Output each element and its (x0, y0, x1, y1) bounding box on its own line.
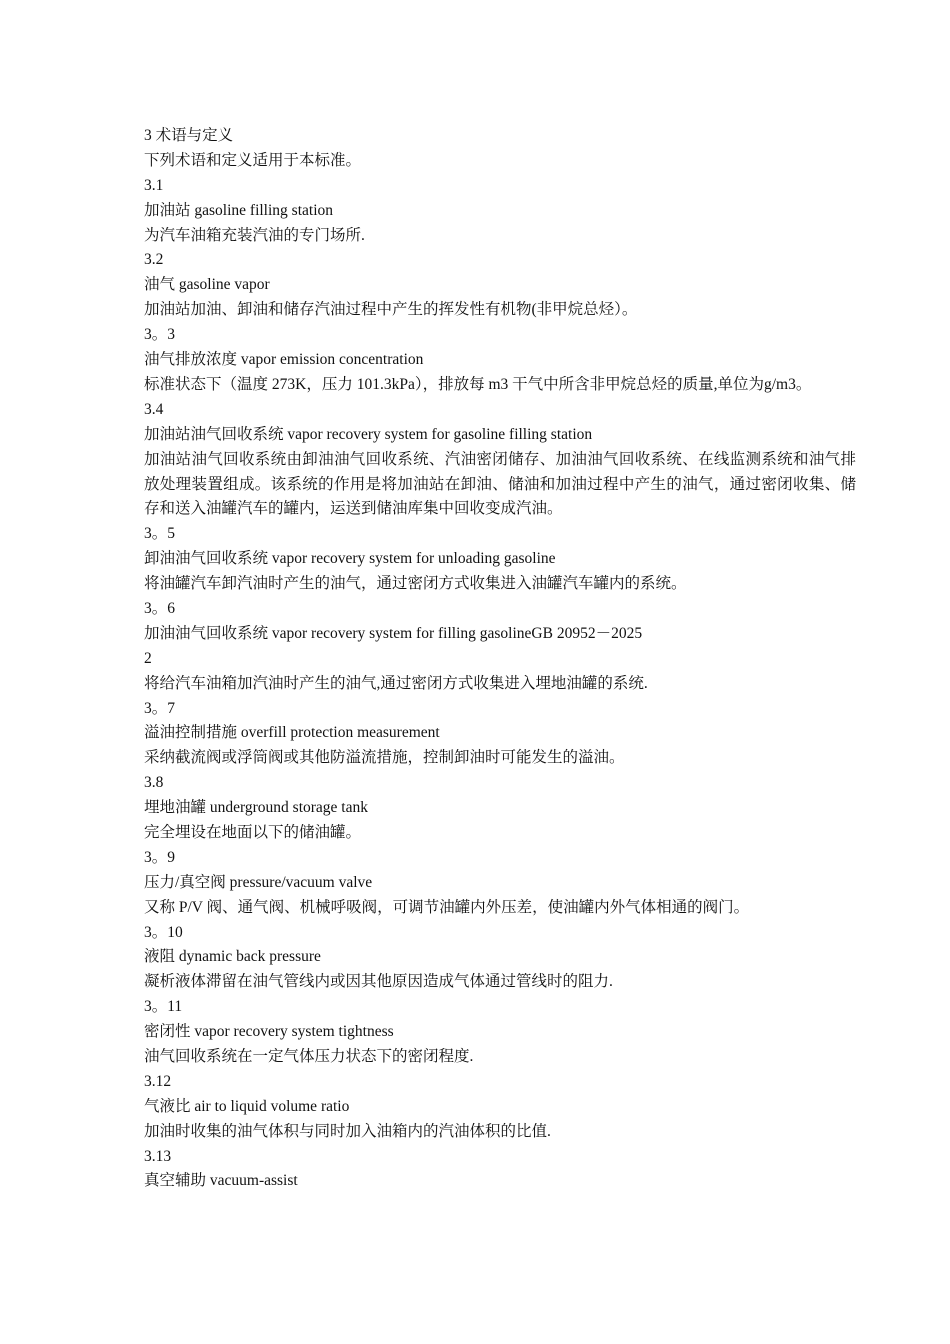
term-name: 油气 gasoline vapor (144, 276, 270, 294)
document-page (144, 124, 856, 1194)
term-name: 液阻 dynamic back pressure (144, 948, 321, 966)
term-number: 3.12 (144, 1072, 172, 1090)
section-title: 3 术语与定义 (144, 127, 234, 144)
term-name: 气液比 air to liquid volume ratio (144, 1097, 350, 1115)
term-name: 溢油控制措施 overfill protection measurement (144, 724, 440, 742)
term-definition: 采纳截流阀或浮筒阀或其他防溢流措施，控制卸油时可能发生的溢油。 (144, 749, 625, 767)
term-name: 加油油气回收系统 vapor recovery system for filling gasolineGB 20952－2025 (144, 624, 643, 642)
term-number: 3.13 (144, 1147, 172, 1165)
term-definition: 凝析液体滞留在油气管线内或因其他原因造成气体通过管线时的阻力. (144, 973, 613, 991)
term-number: 3。6 (144, 599, 176, 617)
term-definition: 标准状态下（温度 273K，压力 101.3kPa），排放每 m3 干气中所含非甲烷总烃的质量,单位为g/m3。 (144, 375, 812, 393)
term-definition: 油气回收系统在一定气体压力状态下的密闭程度. (144, 1048, 474, 1066)
term-name: 压力/真空阀 pressure/vacuum valve (144, 873, 373, 891)
term-definition: 加油站加油、卸油和储存汽油过程中产生的挥发性有机物(非甲烷总烃）。 (144, 301, 638, 319)
term-number: 3。11 (144, 998, 183, 1016)
term-name: 油气排放浓度 vapor emission concentration (144, 351, 424, 369)
term-definition: 完全埋设在地面以下的储油罐。 (144, 824, 362, 841)
term-definition: 又称 P/V 阀、通气阀、机械呼吸阀，可调节油罐内外压差，使油罐内外气体相通的阀门。 (144, 898, 750, 916)
term-definition: 将油罐汽车卸汽油时产生的油气，通过密闭方式收集进入油罐汽车罐内的系统。 (144, 575, 687, 593)
term-number: 3。10 (144, 923, 183, 941)
term-number: 3.1 (144, 176, 164, 194)
term-number: 3.4 (144, 400, 164, 418)
term-number: 3。9 (144, 848, 176, 866)
term-number: 3.8 (144, 774, 164, 792)
intro-text: 下列术语和定义适用于本标准。 (144, 151, 362, 169)
term-definition: 将给汽车油箱加汽油时产生的油气,通过密闭方式收集进入埋地油罐的系统. (144, 674, 648, 692)
term-name: 密闭性 vapor recovery system tightness (144, 1023, 394, 1041)
term-name: 卸油油气回收系统 vapor recovery system for unloading gasoline (144, 550, 556, 568)
term-number: 3.2 (144, 251, 164, 269)
term-name: 加油站 gasoline filling station (144, 201, 333, 219)
term-number: 3。7 (144, 699, 176, 717)
term-definition: 加油站油气回收系统由卸油油气回收系统、汽油密闭储存、加油油气回收系统、在线监测系统和油气排放处理装置组成。该系统的作用是将加油站在卸油、储油和加油过程中产生的油气，通过密闭收集、储存和送入油罐汽车的罐内，运送到储油库集中回收变成汽油。 (144, 450, 856, 518)
term-number: 3。5 (144, 525, 176, 543)
page-number: 2 (144, 649, 152, 667)
term-name: 埋地油罐 underground storage tank (144, 799, 368, 817)
term-definition: 加油时收集的油气体积与同时加入油箱内的汽油体积的比值. (144, 1122, 551, 1140)
term-definition: 为汽车油箱充装汽油的专门场所. (144, 226, 365, 244)
term-number: 3。3 (144, 326, 176, 344)
term-name: 加油站油气回收系统 vapor recovery system for gasoline filling station (144, 425, 593, 443)
term-name: 真空辅助 vacuum-assist (144, 1172, 298, 1190)
